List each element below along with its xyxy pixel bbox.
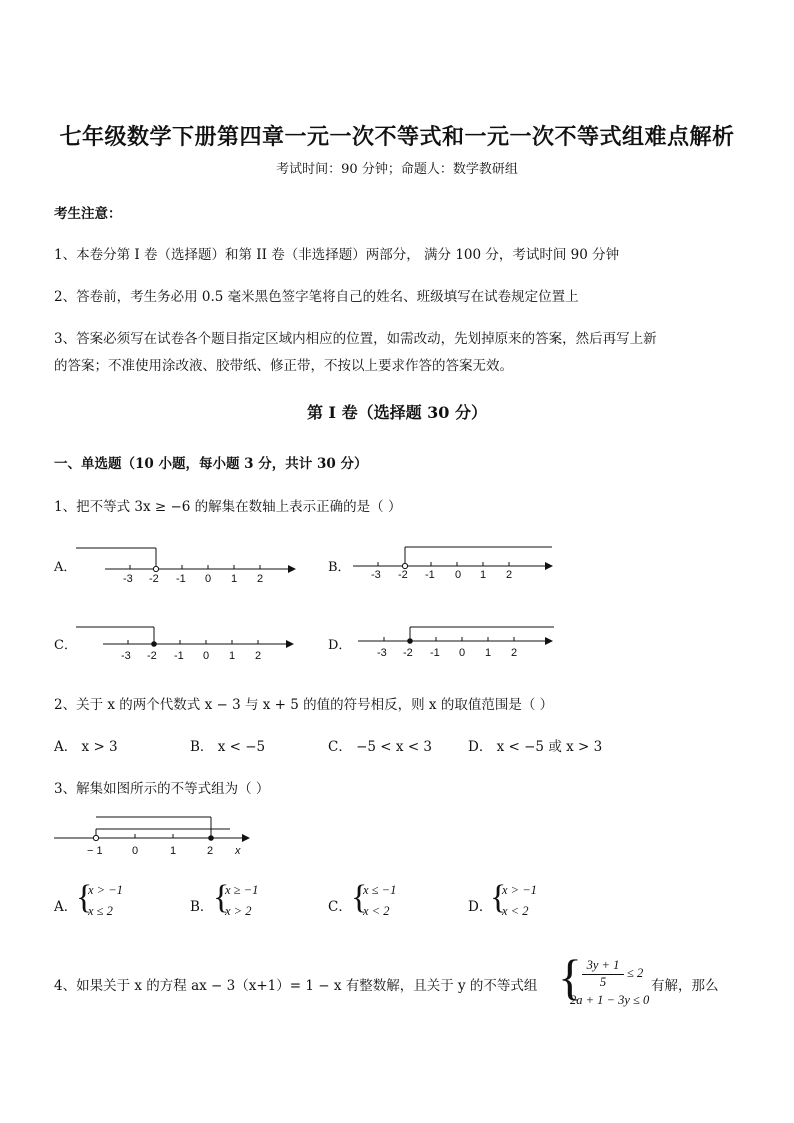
q3-option-a-label: A． (54, 899, 78, 915)
tick-label: 0 (203, 650, 210, 662)
q3-option-d-label: D． (468, 899, 493, 915)
closed-point (208, 835, 214, 841)
exam-info: 考试时间：90 分钟；命题人：数学教研组 (276, 162, 518, 177)
q4-inequality-2: 2a + 1 − 3y ≤ 0 (570, 993, 650, 1007)
tick-label: 1 (485, 647, 492, 659)
q3-option-c-line2: x < 2 (363, 904, 390, 918)
q3-option-a-line1: x > −1 (88, 883, 123, 897)
tick-label: 0 (455, 569, 462, 581)
open-point (402, 563, 407, 568)
tick-label: 2 (257, 573, 264, 585)
question-3-stem: 3、解集如图所示的不等式组为（ ） (54, 781, 270, 797)
q3-option-d-line1: x > −1 (502, 883, 537, 897)
brace-icon: { (76, 879, 93, 916)
q3-number-line (52, 808, 262, 858)
notice-item-3: 3、答案必须写在试卷各个题目指定区域内相应的位置，如需改动，先划掉原来的答案，然后再写上新 (54, 331, 657, 347)
q3-option-b-line2: x > 2 (225, 904, 252, 918)
tick-label: -2 (403, 647, 413, 659)
tick-label: -1 (174, 650, 184, 662)
q3-option-a-line2: x ≤ 2 (88, 904, 113, 918)
document-title: 七年级数学下册第四章一元一次不等式和一元一次不等式组难点解析 (59, 124, 735, 150)
q1-option-c-number-line (70, 620, 300, 665)
tick-label: -2 (398, 569, 408, 581)
q4-fraction-numerator: 3y + 1 (582, 958, 624, 975)
part-heading: 一、单选题（10 小题，每小题 3 分，共计 30 分） (54, 456, 368, 472)
notice-item-2: 2、答卷前，考生务必用 0.5 毫米黑色签字笔将自己的姓名、班级填写在试卷规定位置上 (54, 289, 579, 305)
tick-label: -1 (430, 647, 440, 659)
q2-option-b: B． x < −5 (190, 739, 266, 755)
tick-label: -3 (121, 650, 131, 662)
closed-point (407, 638, 413, 644)
brace-icon: { (558, 949, 582, 1005)
question-4-stem: 4、如果关于 x 的方程 ax − 3（x+1）= 1 − x 有整数解，且关于 y 的不等式组 (54, 978, 538, 994)
tick-label: 2 (207, 845, 214, 857)
q1-option-d-label: D． (328, 638, 352, 653)
tick-label: -3 (377, 647, 387, 659)
tick-label: − 1 (87, 845, 103, 857)
q2-option-a: A． x > 3 (54, 739, 118, 755)
axis-variable-label: x (235, 845, 241, 857)
tick-label: -3 (371, 569, 381, 581)
axis-arrow (288, 565, 296, 573)
q3-option-c-line1: x ≤ −1 (363, 883, 397, 897)
q2-option-c: C． −5 < x < 3 (328, 739, 433, 755)
tick-label: -1 (425, 569, 435, 581)
q4-inequality-1-rhs: ≤ 2 (627, 966, 644, 980)
q1-option-b-label: B． (328, 560, 351, 575)
q3-option-c-label: C． (328, 899, 352, 915)
q1-option-a-label: A． (54, 560, 77, 575)
tick-label: 0 (132, 845, 139, 857)
brace-icon: { (490, 879, 507, 916)
q4-fraction-denominator: 5 (599, 975, 607, 989)
q3-option-b-line1: x ≥ −1 (225, 883, 259, 897)
tick-label: 2 (255, 650, 262, 662)
axis-arrow (545, 562, 553, 570)
tick-label: 2 (511, 647, 518, 659)
question-2-stem: 2、关于 x 的两个代数式 x − 3 与 x + 5 的值的符号相反，则 x 的取值范围是（ ） (54, 697, 554, 713)
tick-label: 0 (459, 647, 466, 659)
notice-item-3-cont: 的答案；不准使用涂改液、胶带纸、修正带，不按以上要求作答的答案无效。 (54, 358, 513, 374)
tick-label: 1 (480, 569, 487, 581)
tick-label: -2 (147, 650, 157, 662)
tick-label: 2 (506, 569, 513, 581)
q3-option-b-label: B． (190, 899, 214, 915)
section-title: 第 I 卷（选择题 30 分） (306, 403, 488, 422)
question-4-stem-cont: 有解，那么 (651, 978, 719, 994)
q2-option-d: D． x < −5 或 x > 3 (468, 739, 603, 755)
closed-point (151, 641, 157, 647)
q1-option-d-number-line (352, 620, 562, 665)
axis-arrow (242, 834, 250, 842)
brace-icon: { (351, 879, 368, 916)
q1-option-b-number-line (345, 540, 560, 585)
brace-icon: { (213, 879, 230, 916)
notice-heading: 考生注意： (54, 206, 122, 222)
tick-label: -1 (176, 573, 186, 585)
open-point (153, 566, 158, 571)
tick-label: -3 (123, 573, 133, 585)
q1-option-a-number-line (70, 540, 300, 585)
tick-label: 1 (231, 573, 238, 585)
tick-label: 1 (229, 650, 236, 662)
tick-label: 1 (170, 845, 177, 857)
axis-arrow (545, 637, 553, 645)
q3-option-d-line2: x < 2 (502, 904, 529, 918)
open-point (93, 835, 98, 840)
question-1-stem: 1、把不等式 3x ≥ −6 的解集在数轴上表示正确的是（ ） (54, 499, 402, 515)
tick-label: -2 (149, 573, 159, 585)
tick-label: 0 (205, 573, 212, 585)
notice-item-1: 1、本卷分第 I 卷（选择题）和第 II 卷（非选择题）两部分， 满分 100 分，考试时间 90 分钟 (54, 247, 620, 263)
q1-option-c-label: C． (54, 638, 77, 653)
axis-arrow (286, 640, 294, 648)
